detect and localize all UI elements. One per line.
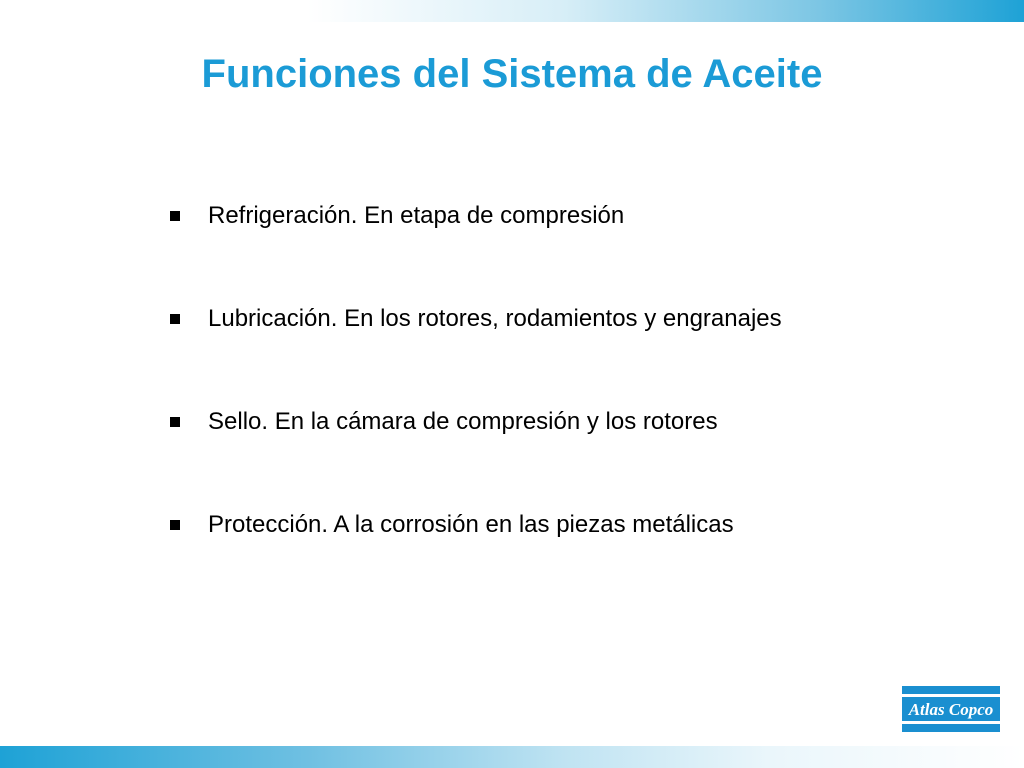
square-bullet-icon (170, 417, 180, 427)
bottom-gradient-band (0, 746, 1024, 768)
top-gradient-band (0, 0, 1024, 22)
logo-text: Atlas Copco (908, 700, 994, 719)
square-bullet-icon (170, 314, 180, 324)
bullet-text: Sello. En la cámara de compresión y los rotores (208, 408, 718, 435)
bullet-text: Refrigeración. En etapa de compresión (208, 202, 625, 229)
bullet-text: Protección. A la corrosión en las piezas metálicas (208, 511, 734, 538)
bullet-item (170, 200, 990, 303)
atlas-copco-logo-icon (902, 686, 1000, 732)
bullet-item (170, 303, 990, 406)
bullet-list (170, 200, 990, 612)
bullet-item (170, 509, 990, 612)
square-bullet-icon (170, 211, 180, 221)
bullet-item (170, 406, 990, 509)
bullet-text: Lubricación. En los rotores, rodamientos y engranajes (208, 305, 782, 332)
slide-title: Funciones del Sistema de Aceite (201, 52, 823, 96)
square-bullet-icon (170, 520, 180, 530)
